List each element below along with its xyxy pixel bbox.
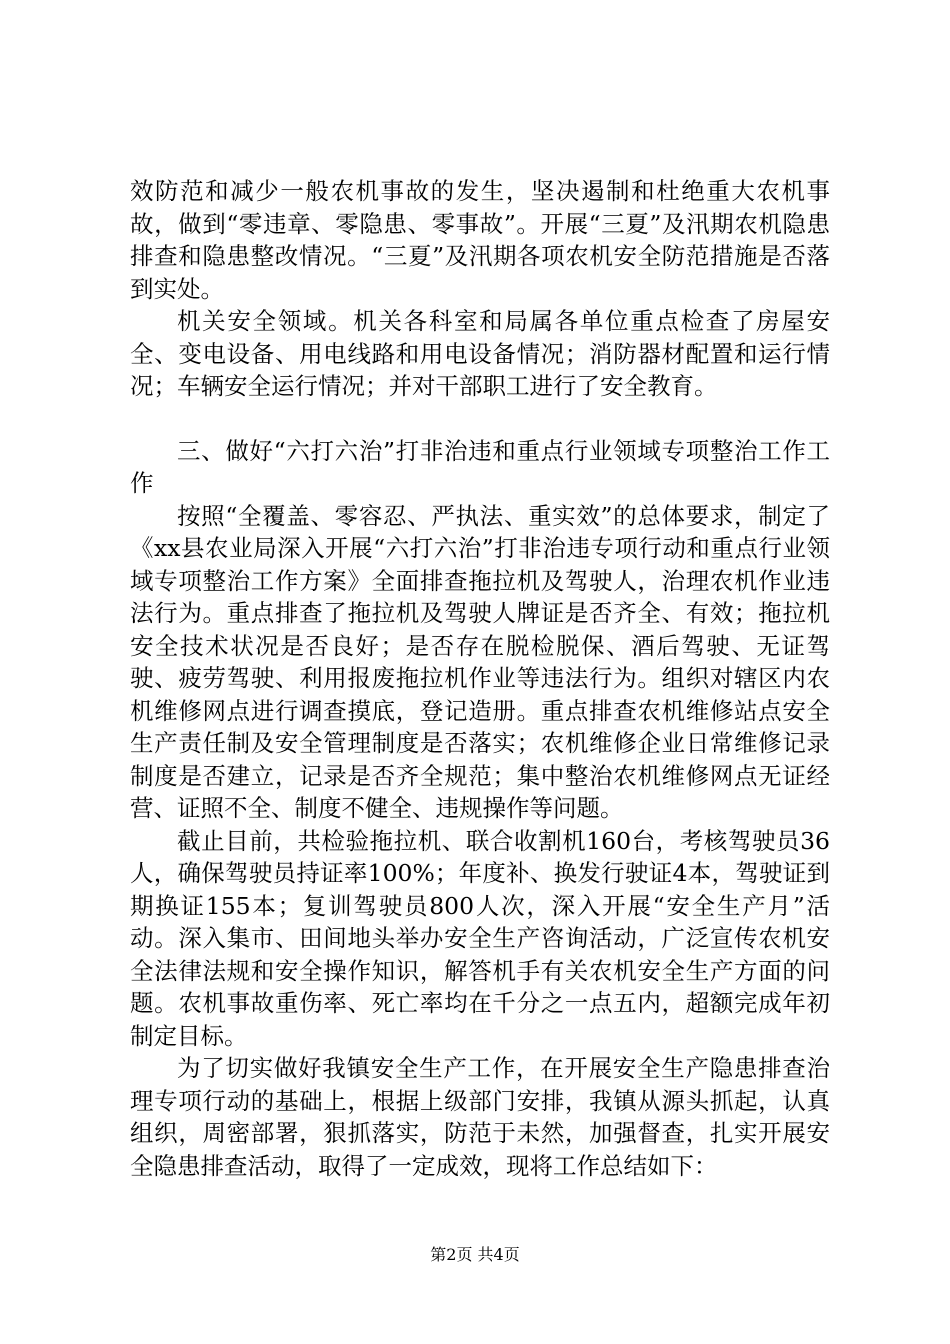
page-number-footer: 第2页 共4页 [430,1245,520,1264]
paragraph-town-summary: 为了切实做好我镇安全生产工作，在开展安全生产隐患排查治理专项行动的基础上，根据上级部门安排，我镇从源头抓起，认真组织，周密部署，狠抓落实，防范于未然，加强督查，扎实开展安全隐患排查活动，取得了一定成效，现将工作总结如下： [130,1054,830,1180]
paragraph-requirements: 按照“全覆盖、零容忍、严执法、重实效”的总体要求，制定了《xx县农业局深入开展“六打六治”打非治违专项行动和重点行业领域专项整治工作方案》全面排查拖拉机及驾驶人，治理农机作业违法行为。重点排查了拖拉机及驾驶人牌证是否齐全、有效；拖拉机安全技术状况是否良好；是否存在脱检脱保、酒后驾驶、无证驾驶、疲劳驾驶、利用报废拖拉机作业等违法行为。组织对辖区内农机维修网点进行调查摸底，登记造册。重点排查农机维修站点安全生产责任制及安全管理制度是否落实；农机维修企业日常维修记录制度是否建立，记录是否齐全规范；集中整治农机维修网点无证经营、证照不全、制度不健全、违规操作等问题。 [130,501,830,822]
section-three-heading: 三、做好“六打六治”打非治违和重点行业领域专项整治工作工作 [130,436,830,497]
document-body [130,175,830,1182]
paragraph-agency-safety: 机关安全领域。机关各科室和局属各单位重点检查了房屋安全、变电设备、用电线路和用电设备情况；消防器材配置和运行情况；车辆安全运行情况；并对干部职工进行了安全教育。 [130,307,830,400]
paragraph-statistics: 截止目前，共检验拖拉机、联合收割机160台，考核驾驶员36人，确保驾驶员持证率100%；年度补、换发行驶证4本，驾驶证到期换证155本；复训驾驶员800人次，深入开展“安全生产月”活动。深入集市、田间地头举办安全生产咨询活动，广泛宣传农机安全法律法规和安全操作知识，解答机手有关农机安全生产方面的问题。农机事故重伤率、死亡率均在千分之一点五内，超额完成年初制定目标。 [130,826,830,1050]
paragraph-continued: 效防范和减少一般农机事故的发生，坚决遏制和杜绝重大农机事故，做到“零违章、零隐患、零事故”。开展“三夏”及汛期农机隐患排查和隐患整改情况。“三夏”及汛期各项农机安全防范措施是否落到实处。 [130,177,830,303]
